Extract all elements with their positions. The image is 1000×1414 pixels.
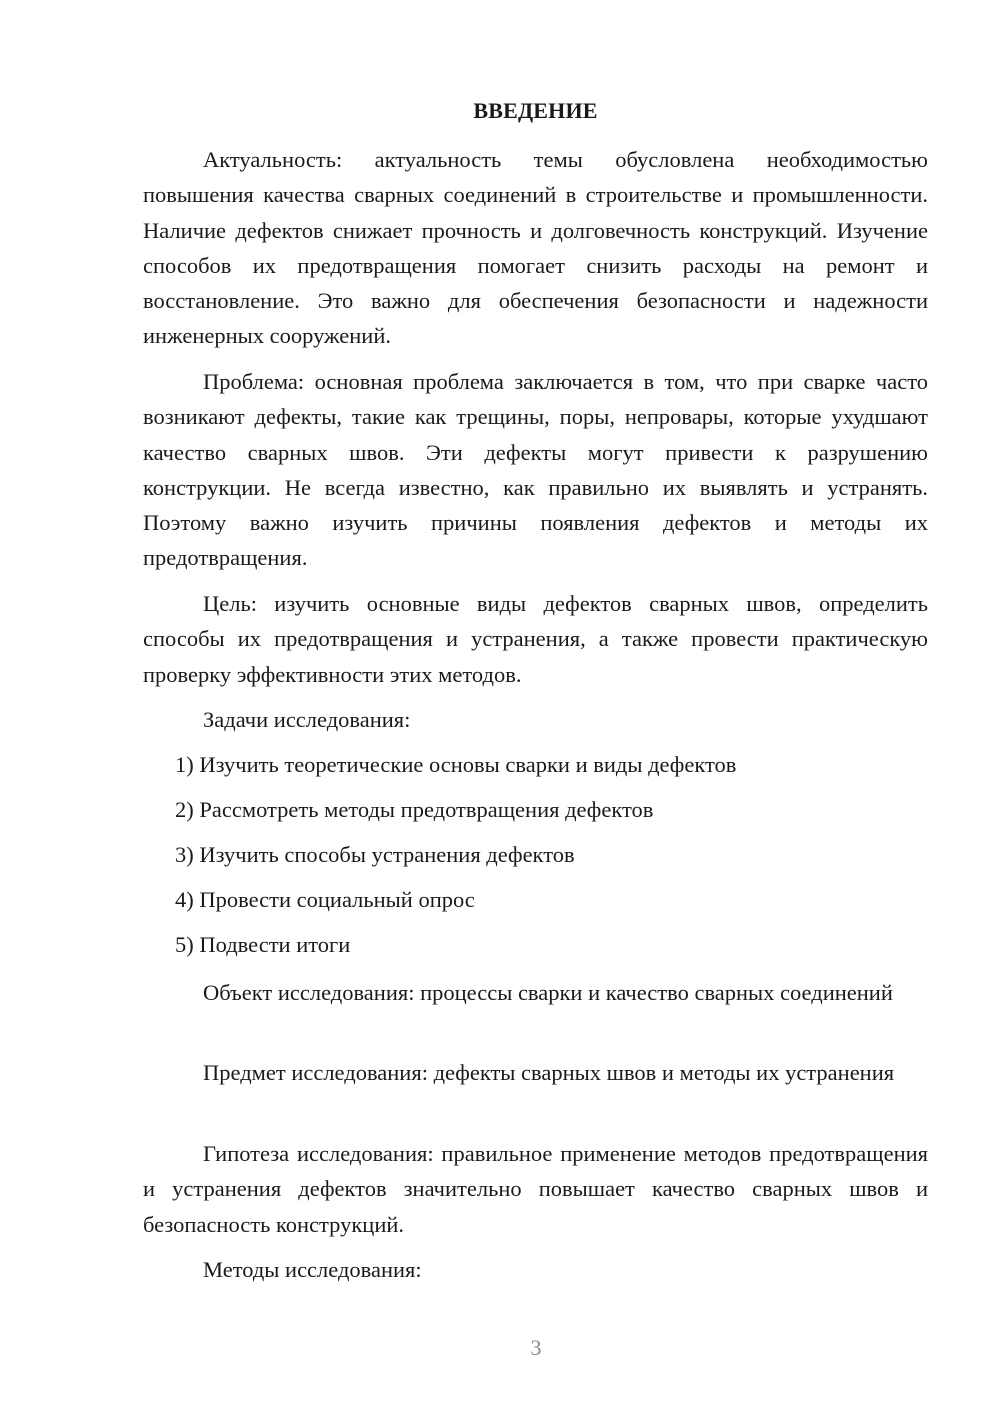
page-number: 3 xyxy=(530,1335,542,1360)
task-item-4: 4) Провести социальный опрос xyxy=(175,887,475,912)
paragraph-goal: Цель: изучить основные виды дефектов сварных швов, определить способы их предотвращения и устранения, а также провести практическую проверку эффективности этих методов. xyxy=(143,591,928,687)
task-item-5: 5) Подвести итоги xyxy=(175,932,351,957)
paragraph-subject: Предмет исследования: дефекты сварных швов и методы их устранения xyxy=(203,1060,895,1085)
paragraph-hypothesis: Гипотеза исследования: правильное применение методов предотвращения и устранения дефектов значительно повышает качество сварных швов и безопасность конструкций. xyxy=(143,1141,928,1237)
tasks-heading: Задачи исследования: xyxy=(203,707,411,732)
methods-heading: Методы исследования: xyxy=(203,1257,422,1282)
section-title: ВВЕДЕНИЕ xyxy=(473,98,598,123)
paragraph-problem: Проблема: основная проблема заключается в том, что при сварке часто возникают дефекты, такие как трещины, поры, непровары, которые ухудшают качество сварных швов. Эти дефекты могут привести к разрушению конструкции. Не всегда известно, как правильно их выявлять и устранять. Поэтому важно изучить причины появления дефектов и методы их предотвращения. xyxy=(143,369,928,571)
task-item-3: 3) Изучить способы устранения дефектов xyxy=(175,842,575,867)
paragraph-relevance: Актуальность: актуальность темы обусловлена необходимостью повышения качества сварных соединений в строительстве и промышленности. Наличие дефектов снижает прочность и долговечность конструкций. Изучение способов их предотвращения помогает снизить расходы на ремонт и восстановление. Это важно для обеспечения безопасности и надежности инженерных сооружений. xyxy=(143,147,928,349)
task-item-2: 2) Рассмотреть методы предотвращения дефектов xyxy=(175,797,654,822)
task-item-1: 1) Изучить теоретические основы сварки и виды дефектов xyxy=(175,752,737,777)
paragraph-object: Объект исследования: процессы сварки и качество сварных соединений xyxy=(203,980,893,1005)
